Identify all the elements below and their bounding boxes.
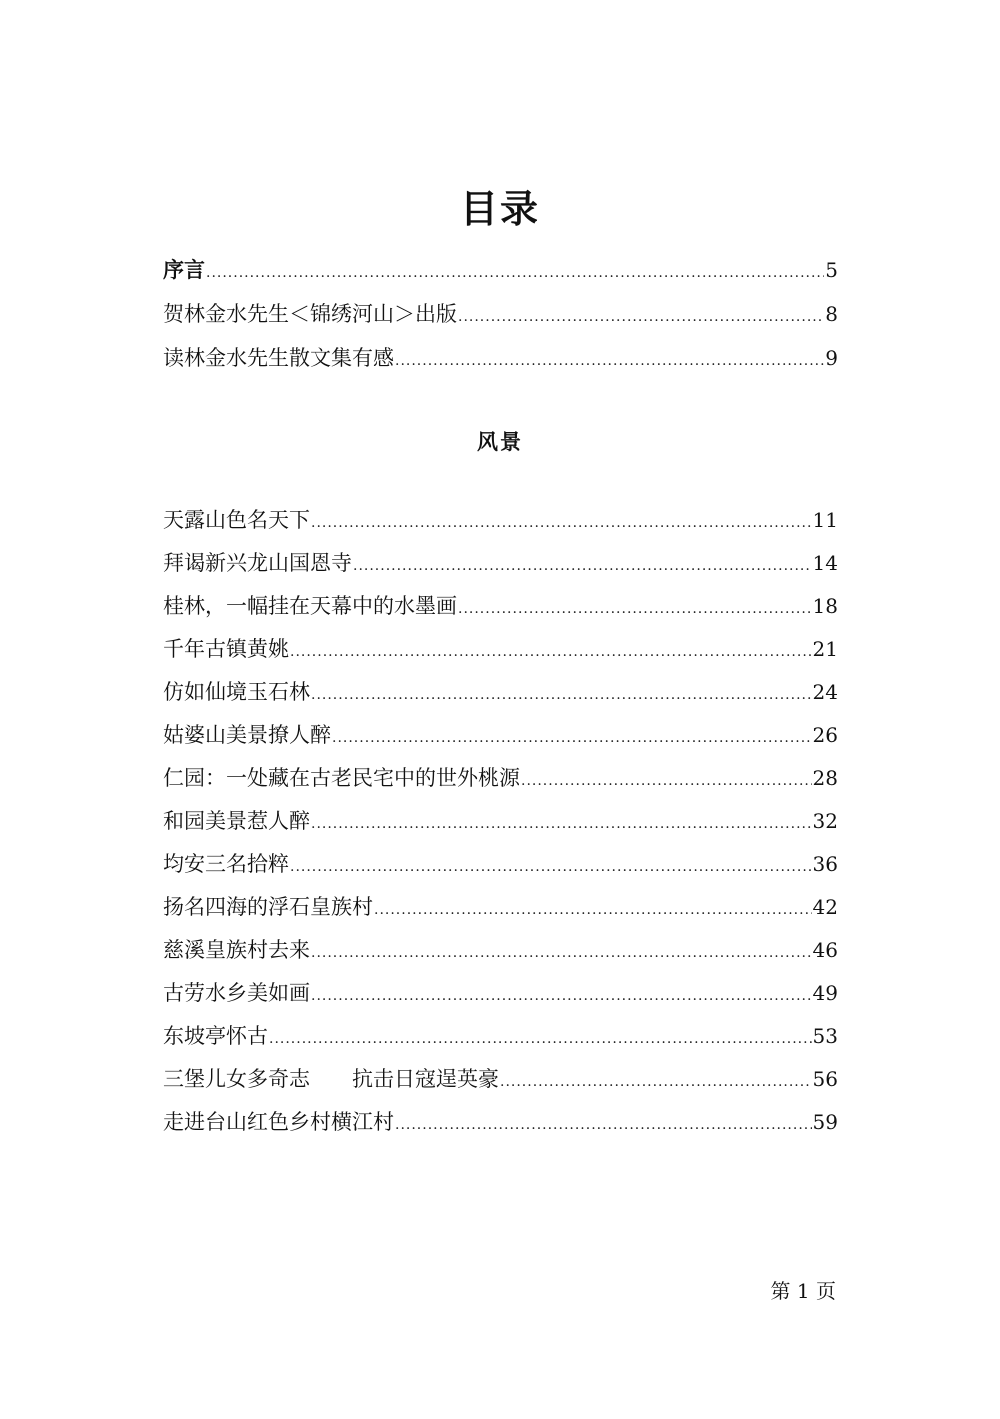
toc-entry[interactable]: [163, 714, 838, 757]
toc-entry-page: 21: [812, 637, 838, 661]
toc-entry[interactable]: [163, 1015, 838, 1058]
toc-entry-title: 三堡儿女多奇志 抗击日寇逞英豪: [163, 1067, 499, 1091]
toc-dot-leader: [311, 975, 812, 1018]
toc-entry-title: 姑婆山美景撩人醉: [163, 723, 331, 747]
toc-entry[interactable]: [163, 585, 838, 628]
toc-dot-leader: [311, 932, 812, 975]
toc-entry-title: 千年古镇黄姚: [163, 637, 289, 661]
toc-dot-leader: [353, 545, 812, 588]
toc-entry-title: 仁园：一处藏在古老民宅中的世外桃源: [163, 766, 520, 790]
toc-entry-title: 扬名四海的浮石皇族村: [163, 895, 373, 919]
toc-dot-leader: [269, 1018, 812, 1061]
toc-dot-leader: [458, 295, 824, 339]
toc-entry-title: 和园美景惹人醉: [163, 809, 310, 833]
toc-entry-page: 5: [825, 258, 838, 282]
toc-entry[interactable]: [163, 1058, 838, 1101]
toc-entry[interactable]: [163, 929, 838, 972]
toc-dot-leader: [395, 1104, 812, 1147]
toc-dot-leader: [311, 502, 812, 545]
section-entry-list: [163, 499, 838, 1144]
toc-entry-page: 36: [812, 852, 838, 876]
toc-entry-title: 走进台山红色乡村横江村: [163, 1110, 394, 1134]
toc-entry-page: 9: [825, 346, 838, 370]
toc-entry-page: 11: [812, 508, 838, 532]
toc-dot-leader: [521, 760, 812, 803]
toc-entry[interactable]: [163, 628, 838, 671]
toc-entry-title: 天露山色名天下: [163, 508, 310, 532]
toc-entry[interactable]: [163, 886, 838, 929]
toc-entry-title: 东坡亭怀古: [163, 1024, 268, 1048]
toc-entry-title: 拜谒新兴龙山国恩寺: [163, 551, 352, 575]
toc-entry[interactable]: [163, 800, 838, 843]
toc-entry[interactable]: [163, 336, 838, 380]
toc-dot-leader: [311, 674, 812, 717]
toc-entry-title: 读林金水先生散文集有感: [163, 346, 394, 370]
toc-entry-page: 24: [812, 680, 838, 704]
toc-entry-title: 贺林金水先生＜锦绣河山＞出版: [163, 302, 457, 326]
toc-entry[interactable]: [163, 1101, 838, 1144]
toc-entry-title: 仿如仙境玉石林: [163, 680, 310, 704]
toc-entry[interactable]: [163, 499, 838, 542]
toc-entry-title: 古劳水乡美如画: [163, 981, 310, 1005]
toc-entry-title: 均安三名拾粹: [163, 852, 289, 876]
toc-entry[interactable]: [163, 757, 838, 800]
toc-entry-page: 8: [825, 302, 838, 326]
page-title: 目录: [459, 187, 540, 231]
toc-dot-leader: [290, 631, 812, 674]
toc-entry-title: 慈溪皇族村去来: [163, 938, 310, 962]
toc-dot-leader: [395, 339, 824, 383]
toc-dot-leader: [311, 803, 812, 846]
toc-entry-page: 56: [812, 1067, 838, 1091]
toc-dot-leader: [332, 717, 812, 760]
toc-entry-page: 32: [812, 809, 838, 833]
toc-entry[interactable]: [163, 671, 838, 714]
toc-entry[interactable]: [163, 843, 838, 886]
toc-dot-leader: [206, 251, 824, 295]
toc-entry[interactable]: [163, 292, 838, 336]
page-number-footer: 第 1 页: [770, 1279, 836, 1303]
toc-entry-page: 26: [812, 723, 838, 747]
toc-entry[interactable]: [163, 972, 838, 1015]
toc-entry-page: 49: [812, 981, 838, 1005]
toc-dot-leader: [500, 1061, 812, 1104]
toc-entry-page: 42: [812, 895, 838, 919]
section-heading: 风景: [477, 429, 523, 454]
toc-entry-page: 46: [812, 938, 838, 962]
toc-entry[interactable]: [163, 542, 838, 585]
toc-entry[interactable]: [163, 248, 838, 292]
toc-entry-page: 14: [812, 551, 838, 575]
toc-entry-page: 53: [812, 1024, 838, 1048]
toc-dot-leader: [458, 588, 812, 631]
toc-entry-page: 59: [812, 1110, 838, 1134]
toc-entry-title: 序言: [163, 257, 205, 282]
toc-entry-title: 桂林，一幅挂在天幕中的水墨画: [163, 594, 457, 618]
front-matter-list: [163, 248, 838, 380]
toc-entry-page: 18: [812, 594, 838, 618]
toc-dot-leader: [374, 889, 812, 932]
toc-dot-leader: [290, 846, 812, 889]
toc-entry-page: 28: [812, 766, 838, 790]
